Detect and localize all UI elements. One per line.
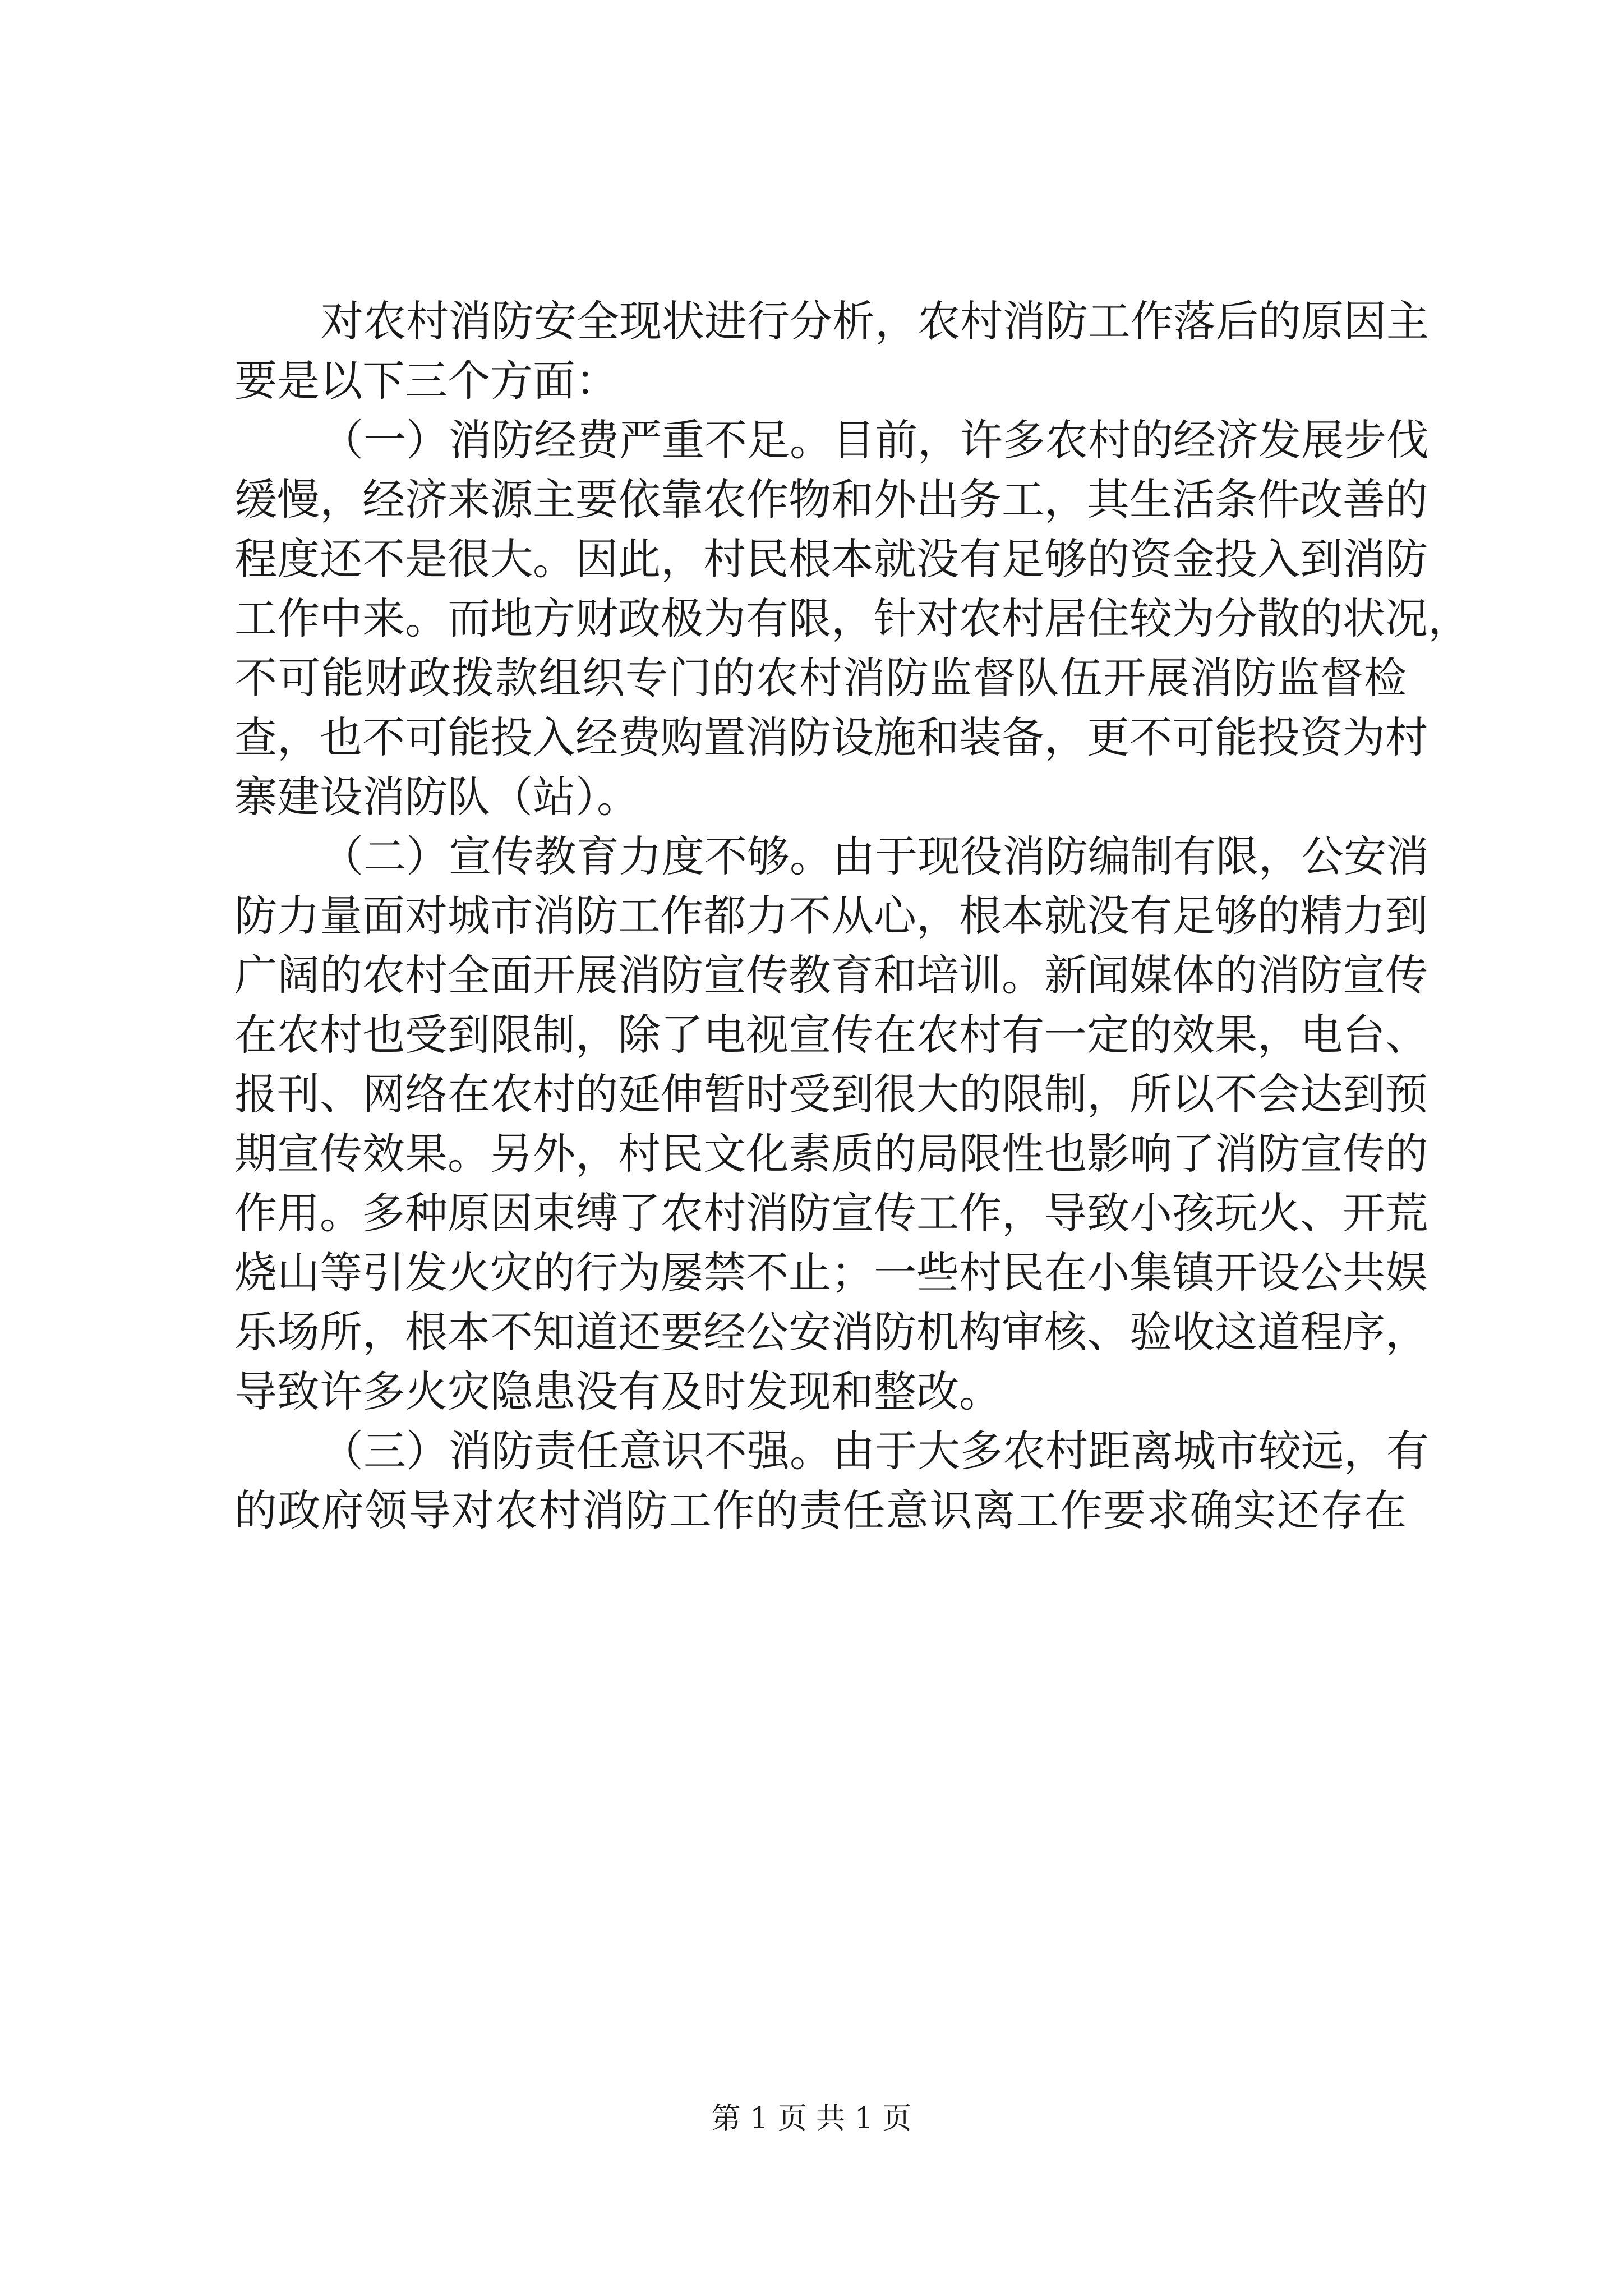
text-line: （一）消防经费严重不足。目前，许多农村的经济发展步伐 xyxy=(321,415,1429,465)
text-line: 查，也不可能投入经费购置消防设施和装备，更不可能投资为村 xyxy=(234,712,1428,762)
text-line: 缓慢，经济来源主要依靠农作物和外出务工，其生活条件改善的 xyxy=(234,475,1428,524)
text-line: 在农村也受到限制，除了电视宣传在农村有一定的效果，电台、 xyxy=(234,1010,1428,1060)
paragraph-intro xyxy=(234,292,1429,411)
text-line: 防力量面对城市消防工作都力不从心，根本就没有足够的精力到 xyxy=(234,891,1428,941)
text-line: 作用。多种原因束缚了农村消防宣传工作，导致小孩玩火、开荒 xyxy=(234,1188,1428,1238)
paragraph-education xyxy=(234,827,1429,1421)
document-body xyxy=(234,292,1470,1540)
text-line: 不可能财政拨款组织专门的农村消防监督队伍开展消防监督检 xyxy=(234,653,1407,703)
text-line: 工作中来。而地方财政极为有限，针对农村居住较为分散的状况， xyxy=(234,593,1470,643)
text-line: 对农村消防安全现状进行分析，农村消防工作落后的原因主 xyxy=(321,296,1429,346)
paragraph-responsibility xyxy=(234,1421,1429,1540)
text-line: 烧山等引发火灾的行为屡禁不止；一些村民在小集镇开设公共娱 xyxy=(234,1248,1428,1297)
text-line: （二）宣传教育力度不够。由于现役消防编制有限，公安消 xyxy=(321,831,1429,881)
text-line: 导致许多火灾隐患没有及时发现和整改。 xyxy=(234,1366,1002,1416)
text-line: 广阔的农村全面开展消防宣传教育和培训。新闻媒体的消防宣传 xyxy=(234,950,1428,1000)
text-line: 寨建设消防队（站）。 xyxy=(234,772,639,822)
paragraph-funding xyxy=(234,411,1470,827)
page-number-footer: 第 1 页 共 1 页 xyxy=(711,2102,912,2136)
text-line: 乐场所，根本不知道还要经公安消防机构审核、验收这道程序， xyxy=(234,1307,1428,1357)
text-line: 期宣传效果。另外，村民文化素质的局限性也影响了消防宣传的 xyxy=(234,1129,1428,1179)
text-line: 的政府领导对农村消防工作的责任意识离工作要求确实还存在 xyxy=(234,1485,1407,1535)
text-line: （三）消防责任意识不强。由于大多农村距离城市较远，有 xyxy=(321,1426,1429,1476)
text-line: 要是以下三个方面： xyxy=(234,356,618,406)
text-line: 程度还不是很大。因此，村民根本就没有足够的资金投入到消防 xyxy=(234,534,1428,584)
text-line: 报刊、网络在农村的延伸暂时受到很大的限制，所以不会达到预 xyxy=(234,1069,1428,1119)
